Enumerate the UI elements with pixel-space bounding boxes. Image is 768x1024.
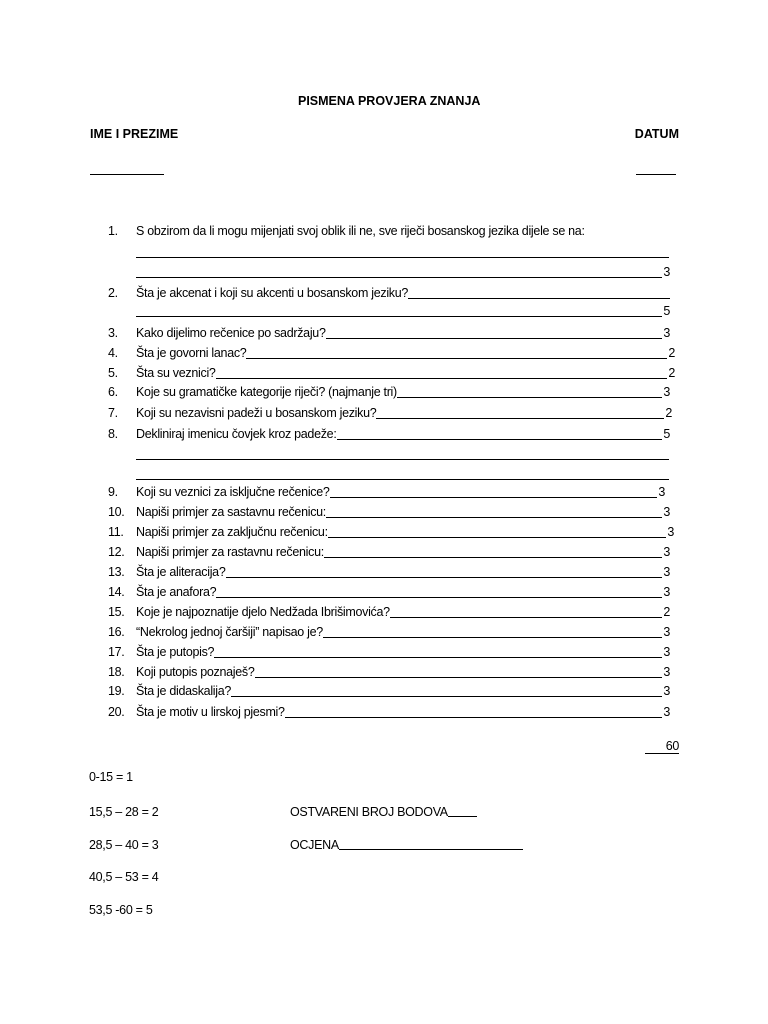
question-9 <box>108 484 665 500</box>
question-10 <box>108 504 670 520</box>
date-label: DATUM <box>634 127 679 141</box>
question-number: 3. <box>108 326 118 340</box>
question-text: Koje je najpoznatije djelo Nedžada Ibrišimovića? <box>136 605 390 619</box>
answer-line[interactable] <box>214 656 662 658</box>
answer-line[interactable] <box>136 303 670 319</box>
question-points: 3 <box>663 545 670 559</box>
question-text: Šta je akcenat i koji su akcenti u bosanskom jeziku? <box>136 286 409 300</box>
question-text: Koji su veznici za isključne rečenice? <box>136 485 330 499</box>
answer-line[interactable] <box>231 695 662 697</box>
question-19 <box>108 683 670 699</box>
question-points: 3 <box>663 665 670 679</box>
total-points: 60 <box>645 739 679 754</box>
question-text: Šta je motiv u lirskoj pjesmi? <box>136 705 285 719</box>
question-points: 3 <box>663 385 670 399</box>
question-text: Šta je putopis? <box>136 645 215 659</box>
answer-line[interactable] <box>246 357 667 359</box>
answer-line[interactable] <box>408 297 670 299</box>
question-7 <box>108 405 672 421</box>
question-14 <box>108 584 670 600</box>
points-achieved <box>290 805 477 819</box>
question-15 <box>108 604 670 620</box>
question-12 <box>108 544 670 560</box>
question-number: 7. <box>108 406 118 420</box>
question-number: 10. <box>108 505 125 519</box>
question-number: 15. <box>108 605 125 619</box>
answer-line[interactable] <box>337 438 663 440</box>
question-20 <box>108 704 670 720</box>
question-text: Napiši primjer za zaključnu rečenicu: <box>136 525 328 539</box>
question-text: Šta je govorni lanac? <box>136 346 247 360</box>
name-label: IME I PREZIME <box>90 127 179 141</box>
answer-line[interactable] <box>324 556 662 558</box>
answer-line[interactable] <box>326 516 662 518</box>
question-number: 18. <box>108 665 125 679</box>
answer-line[interactable] <box>285 716 663 718</box>
page-title: PISMENA PROVJERA ZNANJA <box>298 94 481 108</box>
question-number: 6. <box>108 385 118 399</box>
final-grade-line[interactable] <box>339 848 523 850</box>
answer-line[interactable] <box>323 636 662 638</box>
answer-line[interactable] <box>397 396 662 398</box>
question-number: 8. <box>108 427 118 441</box>
question-text: Koje su gramatičke kategorije riječi? (najmanje tri) <box>136 385 397 399</box>
answer-line[interactable] <box>328 536 667 538</box>
answer-line[interactable] <box>136 446 669 462</box>
question-text: “Nekrolog jednoj čaršiji” napisao je? <box>136 625 323 639</box>
question-points: 5 <box>663 427 670 441</box>
question-11 <box>108 524 674 540</box>
question-points: 3 <box>663 585 670 599</box>
points-achieved-line[interactable] <box>448 815 477 817</box>
question-points: 3 <box>663 684 670 698</box>
final-grade <box>290 838 523 852</box>
answer-line[interactable] <box>136 264 670 280</box>
date-field-line[interactable] <box>636 161 676 175</box>
grade-scale-item: 0-15 = 1 <box>89 770 133 784</box>
question-number: 16. <box>108 625 125 639</box>
answer-line[interactable] <box>376 417 664 419</box>
answer-line[interactable] <box>136 244 669 260</box>
grade-scale-item: 15,5 – 28 = 2 <box>89 805 159 819</box>
question-text: Šta su veznici? <box>136 366 216 380</box>
question-points: 3 <box>663 505 670 519</box>
grade-scale-item: 53,5 -60 = 5 <box>89 903 153 917</box>
question-2 <box>108 285 670 301</box>
question-text: Kako dijelimo rečenice po sadržaju? <box>136 326 326 340</box>
question-number: 5. <box>108 366 118 380</box>
question-number: 17. <box>108 645 125 659</box>
question-points: 3 <box>663 565 670 579</box>
question-points: 2 <box>663 605 670 619</box>
question-points: 3 <box>658 485 665 499</box>
question-5 <box>108 365 675 381</box>
question-number: 20. <box>108 705 125 719</box>
final-grade-label: OCJENA <box>290 838 339 852</box>
question-text: Koji putopis poznaješ? <box>136 665 255 679</box>
question-points: 3 <box>663 265 670 279</box>
question-13 <box>108 564 670 580</box>
question-text: Šta je didaskalija? <box>136 684 232 698</box>
question-3 <box>108 325 670 341</box>
question-points: 2 <box>665 406 672 420</box>
answer-line[interactable] <box>226 576 663 578</box>
question-4 <box>108 345 675 361</box>
question-points: 2 <box>668 366 675 380</box>
question-text: Šta je anafora? <box>136 585 217 599</box>
answer-line[interactable] <box>136 466 669 482</box>
question-16 <box>108 624 670 640</box>
question-text: S obzirom da li mogu mijenjati svoj oblik ili ne, sve riječi bosanskog jezika dijele se na: <box>136 224 585 238</box>
question-1 <box>108 223 670 239</box>
question-points: 3 <box>663 625 670 639</box>
question-number: 1. <box>108 224 118 238</box>
question-points: 3 <box>663 705 670 719</box>
answer-line[interactable] <box>330 496 658 498</box>
question-points: 3 <box>663 645 670 659</box>
question-number: 11. <box>108 525 124 539</box>
question-number: 13. <box>108 565 125 579</box>
answer-line[interactable] <box>255 676 663 678</box>
question-text: Koji su nezavisni padeži u bosanskom jeziku? <box>136 406 377 420</box>
question-8 <box>108 426 670 442</box>
question-points: 3 <box>667 525 674 539</box>
answer-line[interactable] <box>390 616 663 618</box>
question-number: 12. <box>108 545 125 559</box>
answer-line[interactable] <box>326 337 663 339</box>
question-points: 5 <box>663 304 670 318</box>
question-text: Dekliniraj imenicu čovjek kroz padeže: <box>136 427 337 441</box>
question-text: Napiši primjer za rastavnu rečenicu: <box>136 545 324 559</box>
question-number: 2. <box>108 286 118 300</box>
grade-scale-item: 28,5 – 40 = 3 <box>89 838 159 852</box>
question-18 <box>108 664 670 680</box>
question-text: Napiši primjer za sastavnu rečenicu: <box>136 505 326 519</box>
name-field-line[interactable] <box>90 161 164 175</box>
question-number: 19. <box>108 684 125 698</box>
question-number: 14. <box>108 585 125 599</box>
question-number: 9. <box>108 485 118 499</box>
question-17 <box>108 644 670 660</box>
answer-line[interactable] <box>216 377 668 379</box>
points-achieved-label: OSTVARENI BROJ BODOVA <box>290 805 448 819</box>
question-number: 4. <box>108 346 118 360</box>
question-text: Šta je aliteracija? <box>136 565 226 579</box>
question-6 <box>108 384 670 400</box>
answer-line[interactable] <box>216 596 662 598</box>
question-points: 3 <box>663 326 670 340</box>
grade-scale-item: 40,5 – 53 = 4 <box>89 870 159 884</box>
question-points: 2 <box>668 346 675 360</box>
